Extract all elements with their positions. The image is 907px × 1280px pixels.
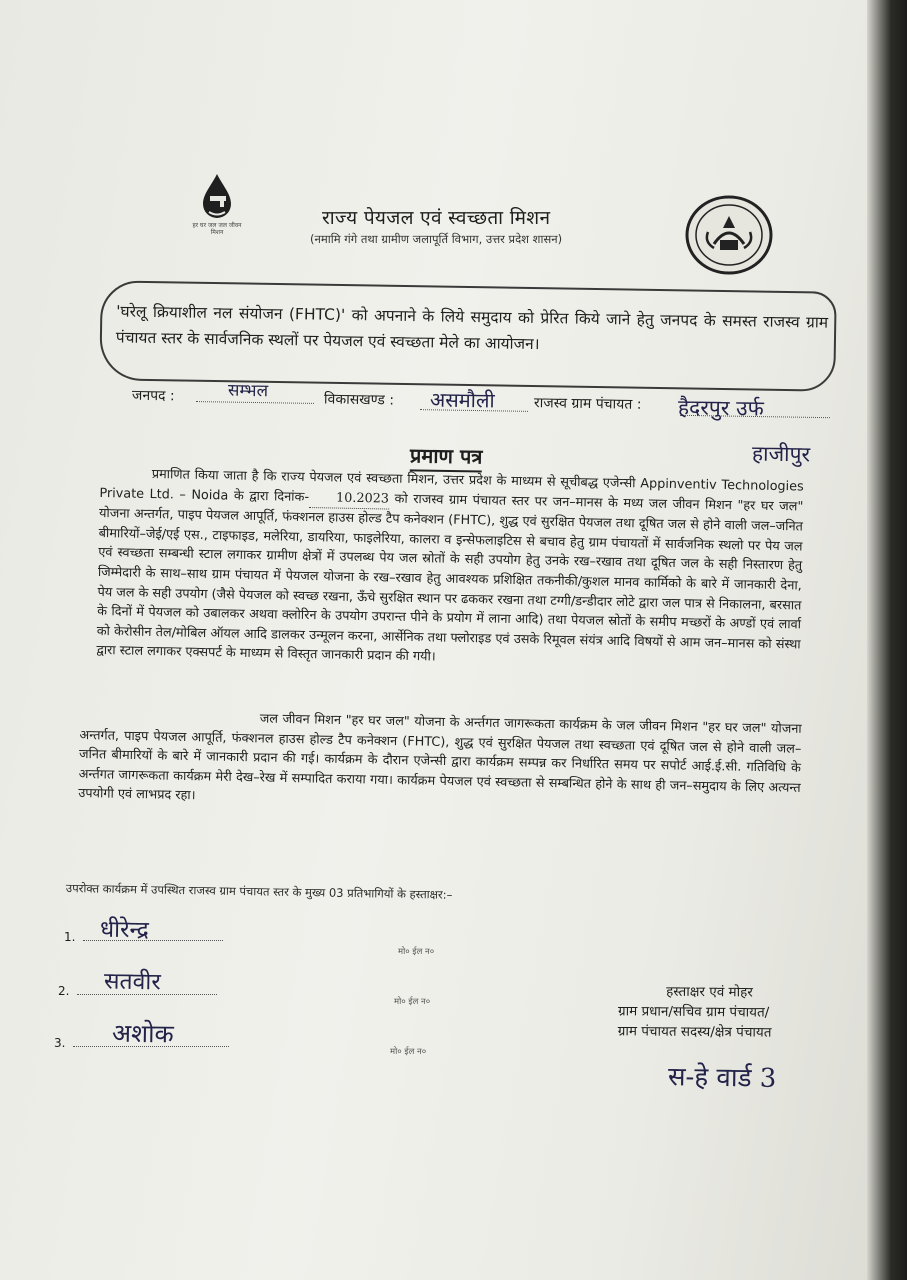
authority-signature-block xyxy=(618,981,772,1042)
water-drop-icon xyxy=(197,172,237,222)
signature-number: 2. xyxy=(58,984,70,998)
certificate-heading: प्रमाण पत्र xyxy=(410,441,483,472)
para1-date: 10.2023 xyxy=(309,488,389,510)
para1-text-b: को राजस्व ग्राम पंचायत स्तर पर जन–मानस के मध्य जल जीवन मिशन "हर घर जल" योजना अन्तर्गत, पाइप पेयजल आपूर्ति, फंक्शनल हाउस होल्ड टैप कनेक्शन (FHTC), शुद्ध एवं सुरक्षित पेयजल तथा दूषित जल से होने वाली जल–जनित बीमारियों–जेई/एई एस., टाइफाइड, मलेरिया, डायरिया, फाइलेरिया, कालरा व इन्सेफलाइटिस से बचाव हेतु ग्राम पंचायतों में सार्वजनिक स्थलो पर पेय जल एवं स्वच्छता सम्बन्धी स्टाल लगाकर ग्रामीण क्षेत्रों में उपलब्ध पेय जल स्रोतों के सही उपयोग हेतु उनके रख–रखाव तथा दूषित जल के सही निस्तारण हेतु जिम्मेदारी के साथ–साथ ग्राम पंचायत में पेयजल योजना के रख–रखाव हेतु आवश्यक प्रशिक्षित तकनीकी/कुशल मानव कार्मिको के बारे में जानकारी देना, पेय जल के सही उपयोग (जैसे पेयजल को स्वच्छ रखना, ऊँचे सुरक्षित स्थान पर ढककर रखना तथा टग्गी/डन्डीदार लोटे द्वारा जल पात्र से निकालना, बरसात के दिनों में पेयजल को उबालकर अथवा क्लोरिन के उपयोग उपरान्त पीने के प्रयोग में लाना आदि) तथा पेयजल स्रोतों के समीप मच्छरों के अण्डों एवं लार्वा को केरोसीन तेल/मोबिल ऑयल आदि डालकर उन्मूलन करना, आर्सेनिक तथा फ्लोराइड एवं उसके रिमूवल संयंत्र आदि विषयों से आम जन–मानस को संस्था द्वारा स्टाल लगाकर एक्सपर्ट के माध्यम से विस्तृत जानकारी प्रदान की गयी। xyxy=(96,491,804,665)
mobile-label: मो० ईल न० xyxy=(390,1047,427,1057)
panchayat-value-line2: हाजीपुर xyxy=(751,441,811,467)
panchayat-value-line1: हैदरपुर उर्फ xyxy=(677,395,764,421)
signature-number: 3. xyxy=(54,1036,66,1050)
block-label: विकासखण्ड : xyxy=(323,391,395,409)
body-paragraph-2 xyxy=(78,706,802,818)
subject-text: 'घरेलू क्रियाशील नल संयोजन (FHTC)' को अपनाने के लिये समुदाय को प्रेरित किये जाने हेतु जनपद के समस्त राजस्व ग्राम पंचायत स्तर के सार्वजनिक स्थलों पर पेयजल एवं स्वच्छता मेले का आयोजन। xyxy=(115,302,829,354)
mission-title: राज्य पेयजल एवं स्वच्छता मिशन xyxy=(322,207,551,229)
district-line xyxy=(196,401,314,404)
up-government-seal xyxy=(684,194,774,276)
body-paragraph-1 xyxy=(96,464,804,674)
signatures-intro: उपरोक्त कार्यक्रम में उपस्थित राजस्व ग्राम पंचायत स्तर के मुख्य 03 प्रतिभागियों के हस्ताक्षर:– xyxy=(65,880,453,902)
background-edge xyxy=(867,0,907,1280)
signature-3: अशोक xyxy=(111,1018,174,1049)
para1-text-a: प्रमाणित किया जाता है कि राज्य पेयजल एवं स्वच्छता मिशन, उत्तर प्रदेश के माध्यम से सूचीबद्ध एजेन्सी Appinventiv Technologies Private Ltd. – Noida के द्वारा दिनांक- xyxy=(99,466,804,505)
mission-subtitle: (नमामि गंगे तथा ग्रामीण जलापूर्ति विभाग, उत्तर प्रदेश शासन) xyxy=(310,232,563,246)
para2-text: जल जीवन मिशन "हर घर जल" योजना के अर्न्तगत जागरूकता कार्यक्रम के जल जीवन मिशन "हर घर जल" योजना अन्तर्गत, पाइप पेयजल आपूर्ति, फंक्शनल हाउस होल्ड टैप कनेक्शन (FHTC), शुद्ध एवं सुरक्षित पेयजल तथा स्वच्छता एवं दूषित जल से होने वाली जल–जनित बीमारियों के बारे में जानकारी प्रदान की गई। कार्यक्रम के दौरान एजेन्सी द्वारा कार्यक्रम सम्पन्न कर निर्धारित समय पर सपोर्ट आई.ई.सी. गतिविधि के अर्न्तगत जागरूकता कार्यक्रम मेरी देख–रेख में सम्पादित कराया गया। कार्यक्रम पेयजल एवं स्वच्छता से सम्बन्धित होने के साथ ही जन–समुदाय के लिए अत्यन्त उपयोगी एवं लाभप्रद रहा। xyxy=(78,711,802,804)
block-value: असमौली xyxy=(429,387,495,413)
har-ghar-jal-logo xyxy=(190,172,244,246)
logo-caption: हर घर जल जल जीवन मिशन xyxy=(192,222,242,236)
district-value: सम्भल xyxy=(227,380,269,402)
stamp-line-1: ग्राम प्रधान/सचिव ग्राम पंचायत/ xyxy=(617,1003,770,1021)
mobile-label: मो० ईल न० xyxy=(398,947,435,957)
signature-2: सतवीर xyxy=(103,968,161,996)
signature-1: धीरेन्द्र xyxy=(99,916,150,944)
mobile-label: मो० ईल न० xyxy=(394,997,431,1007)
authority-handwritten-signature: स-हे वार्ड 3 xyxy=(667,1062,777,1094)
stamp-title: हस्ताक्षर एवं मोहर xyxy=(666,983,753,1001)
stamp-line-2: ग्राम पंचायत सदस्य/क्षेत्र पंचायत xyxy=(617,1023,772,1041)
panchayat-label: राजस्व ग्राम पंचायत : xyxy=(533,395,642,413)
district-label: जनपद : xyxy=(131,387,175,405)
signature-number: 1. xyxy=(64,930,76,944)
